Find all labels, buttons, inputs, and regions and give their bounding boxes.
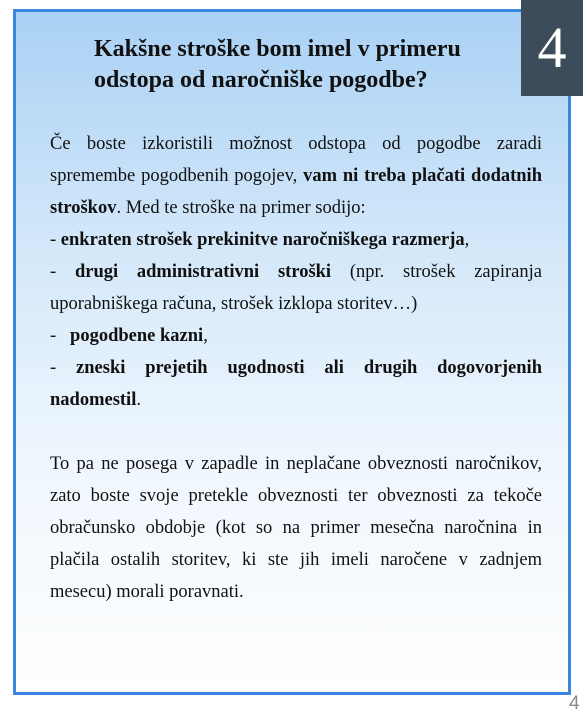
intro-text-1: Če boste izkoristili možnost odstopa od pogodbe zaradi spremembe pogodbenih pogojev, — [50, 134, 542, 186]
list-item-bold: drugi administrativni stroški — [74, 262, 332, 282]
page-number: 4 — [569, 693, 580, 714]
list-item-bold: zneski prejetih ugodnosti ali drugih dogovorjenih nadomestil — [50, 358, 542, 410]
list-bullet: - — [50, 358, 77, 378]
title-line-1: Kakšne stroške bom imel v primeru — [94, 36, 461, 62]
list-item — [50, 256, 542, 320]
intro-text-2: . Med te stroške na primer sodijo: — [116, 198, 366, 218]
list-item-suffix: . — [136, 390, 141, 410]
list-item — [50, 224, 542, 256]
list-item-suffix: , — [464, 230, 470, 250]
intro-paragraph — [50, 128, 542, 224]
title-line-2: odstopa od naročniške pogodbe? — [94, 67, 428, 93]
list-item-bold: enkraten strošek prekinitve naročniškega razmerja — [60, 230, 465, 250]
list-item-suffix: (npr. strošek zapiranja uporabniškega računa, strošek izklopa storitev…) — [50, 262, 542, 314]
body-text — [50, 128, 542, 608]
list-bullet: - — [50, 230, 61, 250]
closing-paragraph: To pa ne posega v zapadle in neplačane obveznosti naročnikov, zato boste svoje pretekle obveznosti ter obveznosti za tekoče obračunsko obdobje (kot so na primer mesečna naročnina in plačila ostalih storitev, ki ste jih imeli naročene v zadnjem mesecu) morali poravnati. — [50, 454, 542, 602]
list-item-bold: pogodbene kazni — [70, 326, 204, 346]
list-item — [50, 352, 542, 416]
list-item-suffix: , — [203, 326, 208, 346]
list-item — [50, 320, 542, 352]
paragraph-gap — [50, 416, 542, 448]
list-bullet: - — [50, 262, 75, 282]
list-bullet: - — [50, 326, 71, 346]
page-title — [94, 34, 514, 96]
section-number-badge: 4 — [521, 0, 583, 96]
intro-bold: vam ni treba plačati dodatnih stroškov — [50, 166, 542, 218]
